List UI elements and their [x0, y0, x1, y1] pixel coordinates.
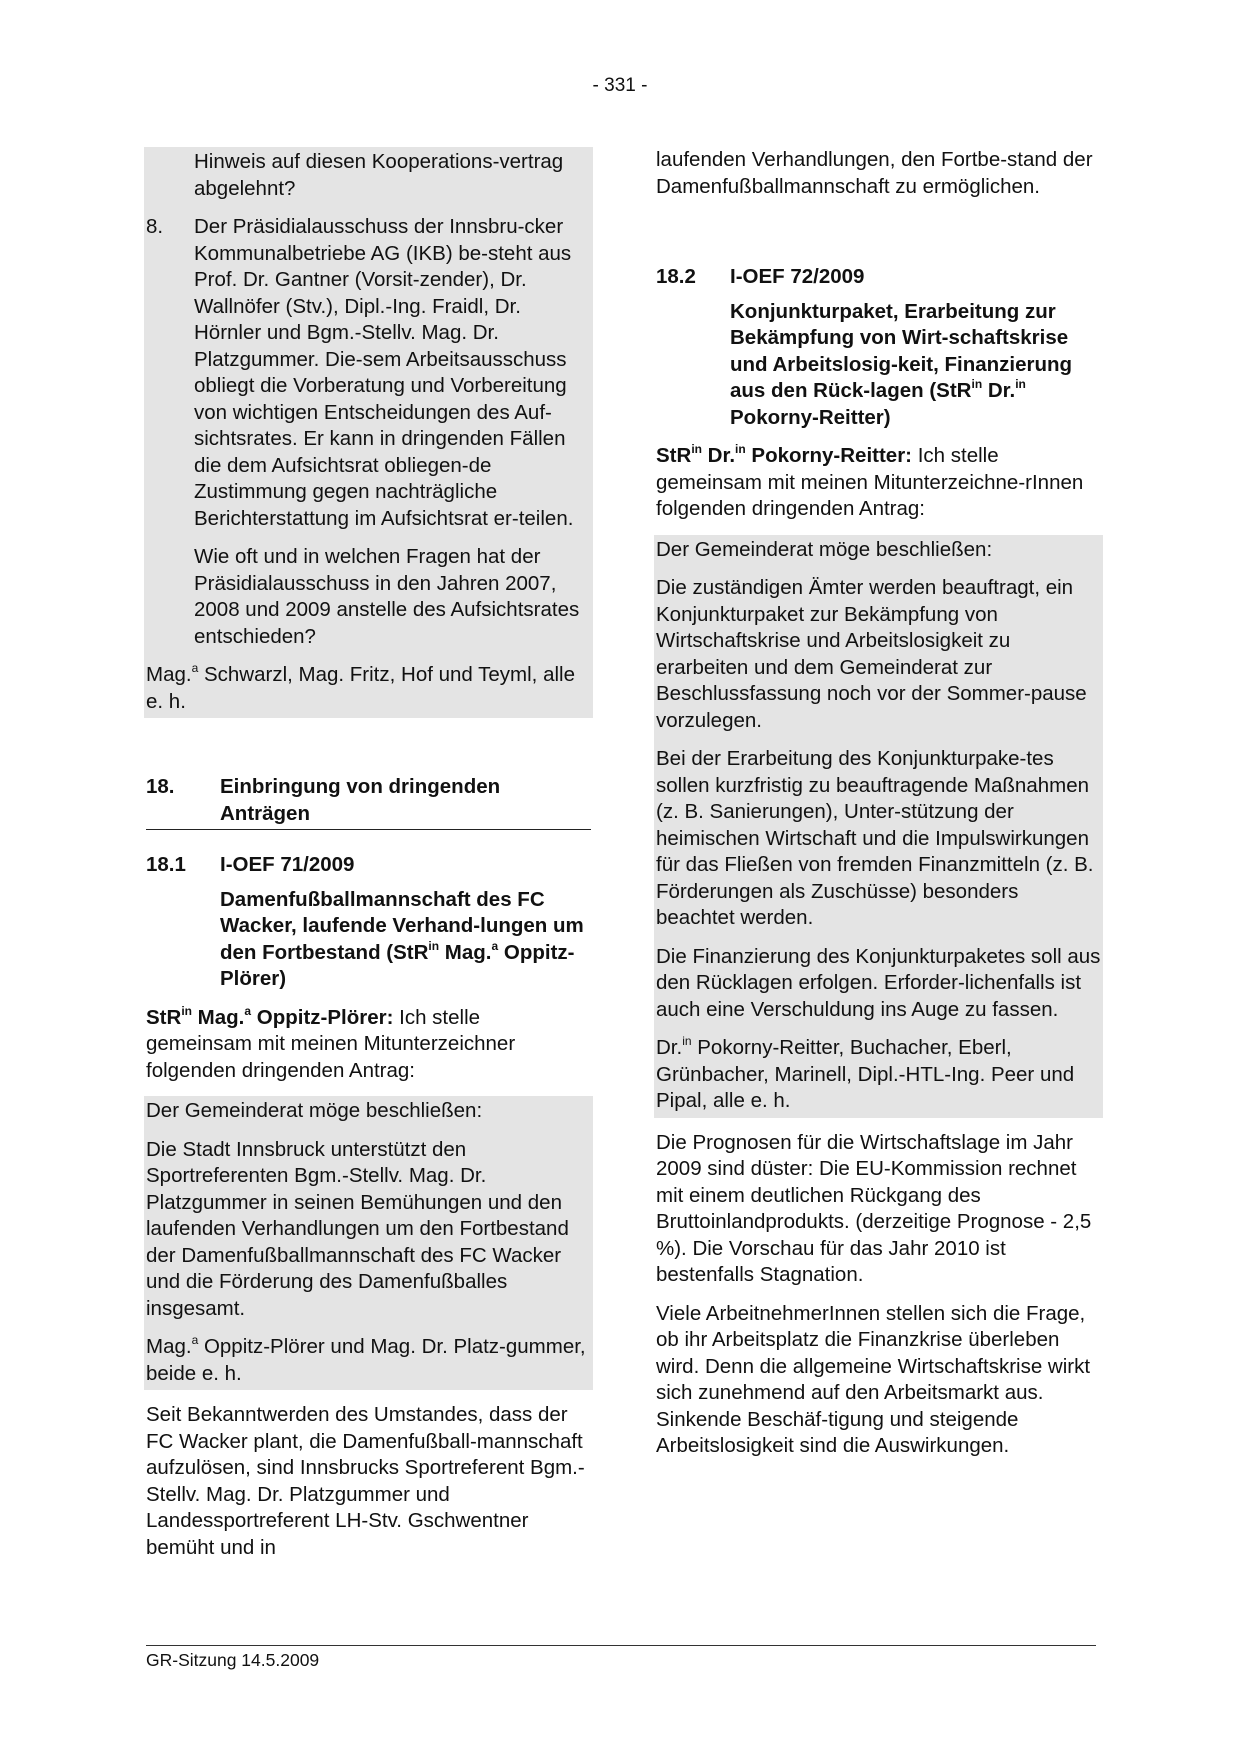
question-box	[144, 147, 593, 718]
left-column	[146, 147, 591, 1573]
item-text: Der Präsidialausschuss der Innsbru-cker Kommunalbetriebe AG (IKB) be-steht aus Prof. Dr. Gantner (Vorsit-zender), Dr. Wallnöfer (Stv.), Dipl.-Ing. Fraidl, Dr. Hörnler und Bgm.-Stellv. Mag. Dr. Platzgummer. Die-sem Arbeitsausschuss obliegt die Vorberatung und Vorbereitung von wichtigen Entscheidungen des Auf-sichtsrates. Er kann in dringenden Fällen die dem Aufsichtsrat obliegen-de Zustimmung gegen nachträgliche Berichterstattung im Aufsichtsrat er-teilen.	[194, 215, 574, 530]
section-18-2-heading: 18.2 I-OEF 72/2009	[656, 264, 1101, 291]
signatories: Mag.$^a$ Oppitz-Plörer und Mag. Dr. Platz-gummer, beide e. h.	[146, 1333, 586, 1385]
motion-text-2: Bei der Erarbeitung des Konjunkturpake-tes sollen kurzfristig zu beauftragende Maßnahmen (z. B. Sanierungen), Unter-stützung der heimischen Wirtschaft und die Impulswirkungen für das Fließen von fremden Finanzmitteln (z. B. Förderungen als Zuschüsse) besonders beachtet werden.	[656, 747, 1094, 929]
justification-text-2: Viele ArbeitnehmerInnen stellen sich die Frage, ob ihr Arbeitsplatz die Finanzkrise überleben wird. Denn die allgemeine Wirtschaftskrise wirkt sich zunehmend auf den Arbeitsmarkt aus. Sinkende Beschäf-tigung und steigende Arbeitslosigkeit sind die Auswirkungen.	[656, 1301, 1091, 1457]
question-text: Wie oft und in welchen Fragen hat der Präsidialausschuss in den Jahren 2007, 2008 und 2009 anstelle des Aufsichtsrates entschieden?	[194, 545, 580, 648]
motion-code: I-OEF 72/2009	[730, 265, 865, 288]
motion-title: Konjunkturpaket, Erarbeitung zur Bekämpfung von Wirt-schaftskrise und Arbeitslosig-keit, Finanzierung aus den Rück-lagen (StR$^{in}$ Dr.$^{in}$ Pokorny-Reitter)	[730, 299, 1073, 429]
resolution-line: Der Gemeinderat möge beschließen:	[146, 1099, 483, 1122]
justification-text: Seit Bekanntwerden des Umstandes, dass der FC Wacker plant, die Damenfußball-mannschaft aufzulösen, sind Innsbrucks Sportreferent Bgm.-Stellv. Mag. Dr. Platzgummer und Landessportreferent LH-Stv. Gschwentner bemüht und in	[146, 1403, 585, 1559]
page-number: - 331 -	[592, 75, 648, 96]
justification-text-1: Die Prognosen für die Wirtschaftslage im Jahr 2009 sind düster: Die EU-Kommission rechnet mit einem deutlichen Rückgang des Bruttoinlandprodukts. (derzeitige Prognose - 2,5 %). Die Vorschau für das Jahr 2010 ist bestenfalls Stagnation.	[656, 1130, 1092, 1286]
continued-text: laufenden Verhandlungen, den Fortbe-stand der Damenfußballmannschaft zu ermöglichen.	[656, 148, 1093, 198]
footer-divider	[146, 1645, 1096, 1646]
motion-title: Damenfußballmannschaft des FC Wacker, laufende Verhand-lungen um den Fortbestand (StR$^{in}$ Mag.$^a$ Oppitz-Plörer)	[220, 887, 584, 990]
motion-box	[654, 535, 1103, 1118]
item-number: 8.	[146, 215, 164, 238]
motion-intro: StR$^{in}$ Dr.$^{in}$ Pokorny-Reitter: Ich stelle gemeinsam mit meinen Mitunterzeichne-rInnen folgenden dringenden Antrag:	[656, 442, 1084, 520]
motion-intro: StR$^{in}$ Mag.$^a$ Oppitz-Plörer: Ich stelle gemeinsam mit meinen Mitunterzeichner folgenden dringenden Antrag:	[146, 1003, 516, 1082]
signatories: Mag.$^a$ Schwarzl, Mag. Fritz, Hof und Teyml, alle e. h.	[146, 661, 575, 713]
motion-text: Die Stadt Innsbruck unterstützt den Sportreferenten Bgm.-Stellv. Mag. Dr. Platzgummer in seinen Bemühungen und den laufenden Verhandlungen um den Fortbestand der Damenfußballmannschaft des FC Wacker und die Förderung des Damenfußballes insgesamt.	[146, 1137, 569, 1320]
right-column	[656, 147, 1101, 1472]
resolution-line: Der Gemeinderat möge beschließen:	[656, 537, 993, 561]
section-title: Einbringung von dringenden Anträgen	[220, 775, 501, 825]
question-item-8	[146, 214, 591, 544]
motion-text-1: Die zuständigen Ämter werden beauftragt, ein Konjunkturpaket zur Bekämpfung von Wirtschaftskrise und Arbeitslosigkeit zu erarbeiten und dem Gemeinderat zur Beschlussfassung noch vor der Sommer-pause vorzulegen.	[656, 576, 1087, 732]
continued-text: Hinweis auf diesen Kooperations-vertrag abgelehnt?	[194, 150, 564, 200]
signatories: Dr.$^{in}$ Pokorny-Reitter, Buchacher, Eberl, Grünbacher, Marinell, Dipl.-HTL-Ing. Peer und Pipal, alle e. h.	[656, 1034, 1075, 1112]
motion-code: I-OEF 71/2009	[220, 853, 355, 876]
section-18-heading: 18. Einbringung von dringenden Anträgen	[146, 774, 591, 827]
footer-session-date: GR-Sitzung 14.5.2009	[146, 1650, 320, 1670]
motion-text-3: Die Finanzierung des Konjunkturpaketes soll aus den Rücklagen erfolgen. Erforder-lichenfalls ist auch eine Verschuldung ins Auge zu fassen.	[656, 944, 1101, 1021]
motion-box	[144, 1096, 593, 1390]
section-18-1-heading: 18.1 I-OEF 71/2009	[146, 852, 591, 879]
